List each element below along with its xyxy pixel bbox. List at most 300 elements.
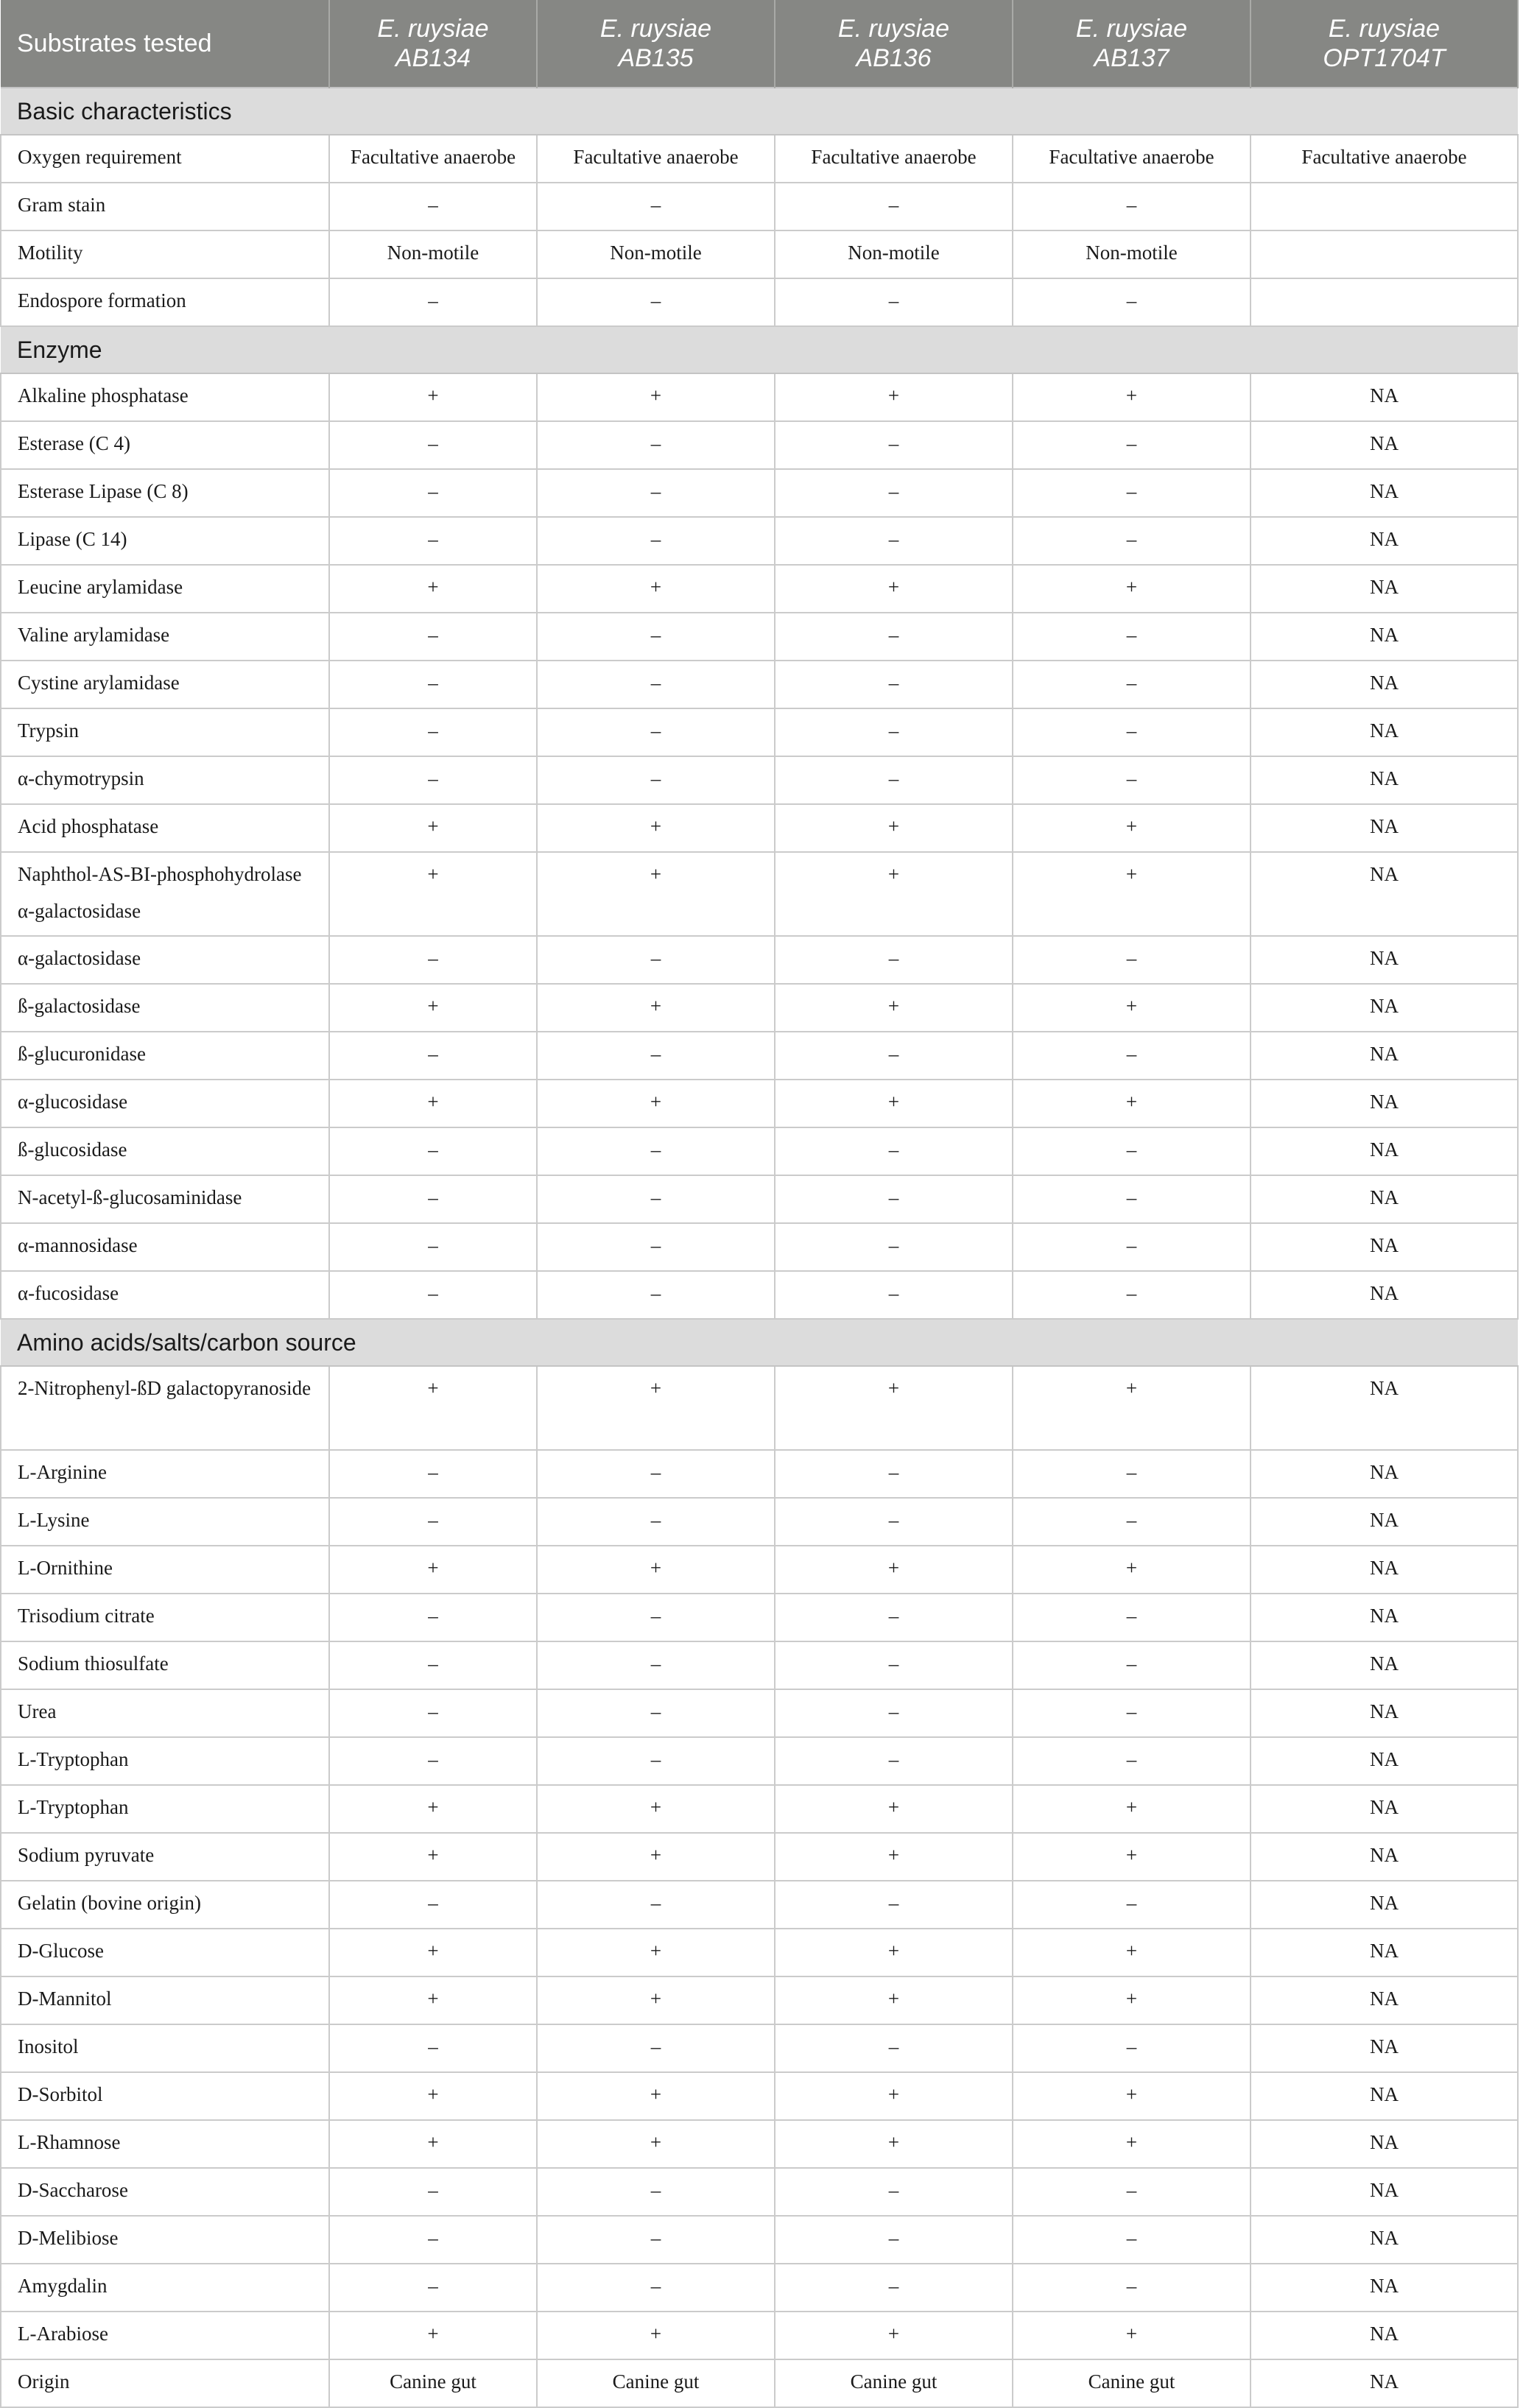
- result-cell: +: [1013, 804, 1251, 852]
- result-cell: –: [537, 661, 775, 708]
- result-cell: –: [1013, 1223, 1251, 1271]
- result-cell: NA: [1251, 1032, 1518, 1080]
- result-cell: [1251, 278, 1518, 326]
- row-label: Trypsin: [1, 708, 329, 756]
- table-row: [1, 1594, 1518, 1641]
- result-cell: +: [329, 2072, 537, 2120]
- table-row: [1, 661, 1518, 708]
- result-cell: +: [1013, 984, 1251, 1032]
- section-row: [1, 1319, 1518, 1366]
- result-cell: +: [537, 565, 775, 613]
- row-label: L-Ornithine: [1, 1546, 329, 1594]
- result-cell: –: [775, 2264, 1013, 2312]
- row-label: Gram stain: [1, 183, 329, 230]
- row-label: Oxygen requirement: [1, 135, 329, 183]
- result-cell: Non-motile: [329, 230, 537, 278]
- result-cell: +: [1013, 1546, 1251, 1594]
- strain-species: E. ruysiae: [1328, 15, 1441, 43]
- result-cell: +: [775, 1976, 1013, 2024]
- result-cell: NA: [1251, 2312, 1518, 2359]
- row-label: α-glucosidase: [1, 1080, 329, 1127]
- result-cell: +: [329, 1833, 537, 1881]
- result-cell: –: [775, 936, 1013, 984]
- result-cell: NA: [1251, 1594, 1518, 1641]
- table-row: [1, 1737, 1518, 1785]
- result-cell: –: [1013, 469, 1251, 517]
- row-label: L-Tryptophan: [1, 1785, 329, 1833]
- result-cell: –: [329, 1271, 537, 1319]
- result-cell: –: [1013, 1498, 1251, 1546]
- result-cell: –: [537, 1127, 775, 1175]
- result-cell: NA: [1251, 421, 1518, 469]
- result-cell: –: [1013, 2024, 1251, 2072]
- result-cell: +: [1013, 1833, 1251, 1881]
- result-cell: –: [329, 2024, 537, 2072]
- row-label: D-Melibiose: [1, 2216, 329, 2264]
- table-row: [1, 278, 1518, 326]
- table-row: [1, 1450, 1518, 1498]
- table-row: [1, 2312, 1518, 2359]
- result-cell: –: [775, 1271, 1013, 1319]
- result-cell: NA: [1251, 661, 1518, 708]
- result-cell: Non-motile: [775, 230, 1013, 278]
- row-label: ß-glucuronidase: [1, 1032, 329, 1080]
- result-cell: –: [537, 1450, 775, 1498]
- result-cell: +: [537, 2120, 775, 2168]
- result-cell: –: [537, 517, 775, 565]
- result-cell: NA: [1251, 2072, 1518, 2120]
- result-cell: –: [1013, 661, 1251, 708]
- row-label: Cystine arylamidase: [1, 661, 329, 708]
- result-cell: +: [1013, 1785, 1251, 1833]
- result-cell: +: [537, 804, 775, 852]
- row-label: D-Glucose: [1, 1929, 329, 1976]
- table-row: [1, 2359, 1518, 2407]
- strain-code: AB137: [1094, 44, 1169, 72]
- table-row: [1, 1175, 1518, 1223]
- result-cell: –: [1013, 708, 1251, 756]
- result-cell: –: [775, 661, 1013, 708]
- result-cell: +: [775, 804, 1013, 852]
- result-cell: +: [537, 1976, 775, 2024]
- result-cell: +: [537, 2072, 775, 2120]
- result-cell: –: [537, 1881, 775, 1929]
- table-row: [1, 2072, 1518, 2120]
- result-cell: +: [775, 2120, 1013, 2168]
- section-row: [1, 326, 1518, 373]
- result-cell: NA: [1251, 1223, 1518, 1271]
- result-cell: NA: [1251, 804, 1518, 852]
- result-cell: +: [537, 1785, 775, 1833]
- result-cell: –: [775, 2024, 1013, 2072]
- result-cell: NA: [1251, 1929, 1518, 1976]
- result-cell: NA: [1251, 1833, 1518, 1881]
- result-cell: –: [329, 1127, 537, 1175]
- result-cell: +: [537, 373, 775, 421]
- result-cell: –: [775, 517, 1013, 565]
- result-cell: +: [329, 1929, 537, 1976]
- result-cell: –: [537, 1689, 775, 1737]
- result-cell: +: [1013, 1976, 1251, 2024]
- row-label: Gelatin (bovine origin): [1, 1881, 329, 1929]
- table-row: [1, 708, 1518, 756]
- result-cell: +: [329, 373, 537, 421]
- result-cell: –: [329, 278, 537, 326]
- result-cell: +: [775, 1366, 1013, 1450]
- result-cell: +: [537, 1929, 775, 1976]
- result-cell: NA: [1251, 852, 1518, 936]
- result-cell: –: [537, 469, 775, 517]
- result-cell: –: [1013, 1689, 1251, 1737]
- result-cell: +: [537, 1080, 775, 1127]
- result-cell: +: [775, 2312, 1013, 2359]
- table-row: [1, 756, 1518, 804]
- result-cell: –: [329, 517, 537, 565]
- result-cell: NA: [1251, 2264, 1518, 2312]
- result-cell: –: [329, 2168, 537, 2216]
- result-cell: –: [1013, 2168, 1251, 2216]
- row-label: L-Lysine: [1, 1498, 329, 1546]
- result-cell: NA: [1251, 517, 1518, 565]
- table-row: [1, 1641, 1518, 1689]
- table-row: [1, 421, 1518, 469]
- result-cell: –: [775, 1594, 1013, 1641]
- strain-code: AB134: [395, 44, 471, 72]
- table-row: [1, 1833, 1518, 1881]
- table-row: [1, 565, 1518, 613]
- table-row: [1, 984, 1518, 1032]
- result-cell: NA: [1251, 708, 1518, 756]
- result-cell: –: [775, 613, 1013, 661]
- result-cell: –: [775, 469, 1013, 517]
- result-cell: NA: [1251, 1080, 1518, 1127]
- strain-species: E. ruysiae: [837, 15, 950, 43]
- result-cell: +: [775, 1833, 1013, 1881]
- result-cell: –: [775, 1689, 1013, 1737]
- row-label: Acid phosphatase: [1, 804, 329, 852]
- strain-species: E. ruysiae: [1075, 15, 1188, 43]
- result-cell: +: [775, 2072, 1013, 2120]
- result-cell: –: [329, 421, 537, 469]
- result-cell: +: [537, 1546, 775, 1594]
- result-cell: –: [1013, 613, 1251, 661]
- result-cell: –: [775, 1737, 1013, 1785]
- table-row: [1, 1223, 1518, 1271]
- result-cell: NA: [1251, 2024, 1518, 2072]
- result-cell: +: [537, 2312, 775, 2359]
- result-cell: +: [1013, 2120, 1251, 2168]
- table-row: [1, 230, 1518, 278]
- result-cell: –: [1013, 1127, 1251, 1175]
- result-cell: Canine gut: [775, 2359, 1013, 2407]
- row-label: Motility: [1, 230, 329, 278]
- result-cell: NA: [1251, 984, 1518, 1032]
- result-cell: –: [329, 1881, 537, 1929]
- result-cell: –: [537, 2168, 775, 2216]
- result-cell: NA: [1251, 2120, 1518, 2168]
- result-cell: +: [537, 984, 775, 1032]
- result-cell: –: [329, 1689, 537, 1737]
- result-cell: –: [537, 613, 775, 661]
- result-cell: –: [1013, 1594, 1251, 1641]
- result-cell: –: [329, 1223, 537, 1271]
- result-cell: –: [537, 2024, 775, 2072]
- result-cell: –: [329, 1498, 537, 1546]
- result-cell: +: [329, 1080, 537, 1127]
- header-substrates-tested: Substrates tested: [1, 0, 329, 88]
- row-label: D-Sorbitol: [1, 2072, 329, 2120]
- result-cell: Facultative anaerobe: [1013, 135, 1251, 183]
- result-cell: NA: [1251, 756, 1518, 804]
- result-cell: –: [775, 1450, 1013, 1498]
- row-label: α-fucosidase: [1, 1271, 329, 1319]
- result-cell: –: [775, 1641, 1013, 1689]
- result-cell: –: [775, 1032, 1013, 1080]
- strain-code: AB135: [618, 44, 694, 72]
- table-row: [1, 613, 1518, 661]
- row-label: α-chymotrypsin: [1, 756, 329, 804]
- row-label: N-acetyl-ß-glucosaminidase: [1, 1175, 329, 1223]
- row-label: α-galactosidase: [1, 936, 329, 984]
- header-strain-opt1704t: [1251, 0, 1518, 88]
- result-cell: –: [1013, 517, 1251, 565]
- result-cell: NA: [1251, 2168, 1518, 2216]
- result-cell: NA: [1251, 1641, 1518, 1689]
- result-cell: NA: [1251, 1976, 1518, 2024]
- strain-species: E. ruysiae: [599, 15, 712, 43]
- row-label: Esterase Lipase (C 8): [1, 469, 329, 517]
- table-body: [1, 88, 1518, 2407]
- row-label: Sodium pyruvate: [1, 1833, 329, 1881]
- result-cell: –: [537, 708, 775, 756]
- result-cell: +: [1013, 1366, 1251, 1450]
- row-label: ß-galactosidase: [1, 984, 329, 1032]
- table-row: [1, 1127, 1518, 1175]
- result-cell: NA: [1251, 1546, 1518, 1594]
- row-label: Amygdalin: [1, 2264, 329, 2312]
- result-cell: –: [1013, 183, 1251, 230]
- section-title: Enzyme: [1, 326, 1518, 373]
- row-label: Origin: [1, 2359, 329, 2407]
- result-cell: –: [775, 2216, 1013, 2264]
- result-cell: Facultative anaerobe: [775, 135, 1013, 183]
- result-cell: +: [329, 2120, 537, 2168]
- row-label: Lipase (C 14): [1, 517, 329, 565]
- result-cell: –: [775, 756, 1013, 804]
- result-cell: Canine gut: [537, 2359, 775, 2407]
- result-cell: –: [775, 708, 1013, 756]
- strain-code: OPT1704T: [1323, 44, 1446, 72]
- result-cell: +: [1013, 2072, 1251, 2120]
- table-row: [1, 852, 1518, 936]
- result-cell: +: [1013, 1929, 1251, 1976]
- result-cell: –: [329, 1450, 537, 1498]
- result-cell: –: [1013, 1175, 1251, 1223]
- result-cell: –: [537, 756, 775, 804]
- result-cell: –: [1013, 1032, 1251, 1080]
- result-cell: –: [537, 183, 775, 230]
- row-label: Endospore formation: [1, 278, 329, 326]
- section-title: Amino acids/salts/carbon source: [1, 1319, 1518, 1366]
- table-row: [1, 1032, 1518, 1080]
- result-cell: NA: [1251, 1881, 1518, 1929]
- row-label: α-mannosidase: [1, 1223, 329, 1271]
- result-cell: –: [329, 2216, 537, 2264]
- table-header: [1, 0, 1518, 88]
- result-cell: +: [537, 1833, 775, 1881]
- result-cell: –: [537, 1032, 775, 1080]
- result-cell: –: [1013, 1450, 1251, 1498]
- table-row: [1, 183, 1518, 230]
- row-label: 2-Nitrophenyl-ßD galactopyranoside: [1, 1366, 329, 1450]
- section-title: Basic characteristics: [1, 88, 1518, 135]
- result-cell: –: [329, 613, 537, 661]
- result-cell: –: [537, 1175, 775, 1223]
- result-cell: –: [537, 1737, 775, 1785]
- table-row: [1, 1976, 1518, 2024]
- row-label: Urea: [1, 1689, 329, 1737]
- result-cell: –: [537, 421, 775, 469]
- section-row: [1, 88, 1518, 135]
- result-cell: –: [329, 469, 537, 517]
- result-cell: –: [329, 1594, 537, 1641]
- row-label: Valine arylamidase: [1, 613, 329, 661]
- result-cell: Facultative anaerobe: [537, 135, 775, 183]
- table-row: [1, 2120, 1518, 2168]
- result-cell: NA: [1251, 1785, 1518, 1833]
- result-cell: NA: [1251, 613, 1518, 661]
- result-cell: +: [329, 1976, 537, 2024]
- result-cell: Non-motile: [537, 230, 775, 278]
- result-cell: +: [329, 565, 537, 613]
- result-cell: –: [1013, 936, 1251, 984]
- result-cell: NA: [1251, 1366, 1518, 1450]
- result-cell: –: [775, 1127, 1013, 1175]
- result-cell: NA: [1251, 565, 1518, 613]
- result-cell: +: [775, 1929, 1013, 1976]
- result-cell: –: [329, 756, 537, 804]
- result-cell: –: [537, 1223, 775, 1271]
- table-row: [1, 517, 1518, 565]
- table-row: [1, 469, 1518, 517]
- result-cell: NA: [1251, 1175, 1518, 1223]
- result-cell: NA: [1251, 2359, 1518, 2407]
- row-label: Esterase (C 4): [1, 421, 329, 469]
- result-cell: Canine gut: [329, 2359, 537, 2407]
- result-cell: [1251, 183, 1518, 230]
- result-cell: NA: [1251, 1271, 1518, 1319]
- result-cell: NA: [1251, 1737, 1518, 1785]
- table-row: [1, 2168, 1518, 2216]
- header-strain-ab134: [329, 0, 537, 88]
- result-cell: –: [537, 278, 775, 326]
- result-cell: +: [775, 1546, 1013, 1594]
- result-cell: NA: [1251, 373, 1518, 421]
- table-row: [1, 1271, 1518, 1319]
- result-cell: –: [1013, 756, 1251, 804]
- result-cell: –: [537, 1271, 775, 1319]
- table-row: [1, 936, 1518, 984]
- result-cell: +: [775, 565, 1013, 613]
- result-cell: +: [329, 1366, 537, 1450]
- result-cell: –: [329, 2264, 537, 2312]
- result-cell: –: [1013, 1271, 1251, 1319]
- result-cell: +: [329, 1546, 537, 1594]
- result-cell: –: [329, 936, 537, 984]
- result-cell: –: [775, 421, 1013, 469]
- result-cell: –: [1013, 2264, 1251, 2312]
- row-label: L-Arginine: [1, 1450, 329, 1498]
- result-cell: +: [1013, 373, 1251, 421]
- result-cell: NA: [1251, 2216, 1518, 2264]
- result-cell: –: [775, 2168, 1013, 2216]
- row-label: D-Saccharose: [1, 2168, 329, 2216]
- table-row: [1, 2024, 1518, 2072]
- result-cell: –: [1013, 1737, 1251, 1785]
- result-cell: –: [1013, 1881, 1251, 1929]
- table-row: [1, 1689, 1518, 1737]
- result-cell: +: [775, 1785, 1013, 1833]
- result-cell: NA: [1251, 469, 1518, 517]
- result-cell: +: [775, 984, 1013, 1032]
- result-cell: –: [775, 1881, 1013, 1929]
- table-row: [1, 1080, 1518, 1127]
- result-cell: –: [775, 1223, 1013, 1271]
- result-cell: +: [775, 1080, 1013, 1127]
- result-cell: +: [537, 852, 775, 936]
- result-cell: +: [1013, 1080, 1251, 1127]
- result-cell: Facultative anaerobe: [329, 135, 537, 183]
- result-cell: NA: [1251, 1450, 1518, 1498]
- result-cell: +: [1013, 852, 1251, 936]
- header-strain-ab135: [537, 0, 775, 88]
- table-row: [1, 1498, 1518, 1546]
- result-cell: +: [775, 373, 1013, 421]
- result-cell: [1251, 230, 1518, 278]
- result-cell: –: [329, 708, 537, 756]
- result-cell: –: [329, 183, 537, 230]
- result-cell: –: [537, 1641, 775, 1689]
- table-row: [1, 2264, 1518, 2312]
- result-cell: NA: [1251, 1127, 1518, 1175]
- result-cell: +: [329, 984, 537, 1032]
- result-cell: –: [329, 661, 537, 708]
- result-cell: –: [537, 2264, 775, 2312]
- result-cell: –: [537, 1594, 775, 1641]
- result-cell: –: [775, 1498, 1013, 1546]
- strain-code: AB136: [856, 44, 932, 72]
- table-row: [1, 1366, 1518, 1450]
- result-cell: +: [775, 852, 1013, 936]
- result-cell: +: [1013, 2312, 1251, 2359]
- result-cell: –: [1013, 1641, 1251, 1689]
- result-cell: +: [329, 804, 537, 852]
- strain-species: E. ruysiae: [377, 15, 489, 43]
- row-label: D-Mannitol: [1, 1976, 329, 2024]
- result-cell: –: [329, 1641, 537, 1689]
- table-row: [1, 2216, 1518, 2264]
- table-row: [1, 1929, 1518, 1976]
- header-strain-ab137: [1013, 0, 1251, 88]
- row-label: Sodium thiosulfate: [1, 1641, 329, 1689]
- result-cell: –: [775, 183, 1013, 230]
- row-label: L-Rhamnose: [1, 2120, 329, 2168]
- result-cell: +: [329, 2312, 537, 2359]
- result-cell: –: [1013, 421, 1251, 469]
- table-row: [1, 135, 1518, 183]
- result-cell: Facultative anaerobe: [1251, 135, 1518, 183]
- result-cell: +: [329, 1785, 537, 1833]
